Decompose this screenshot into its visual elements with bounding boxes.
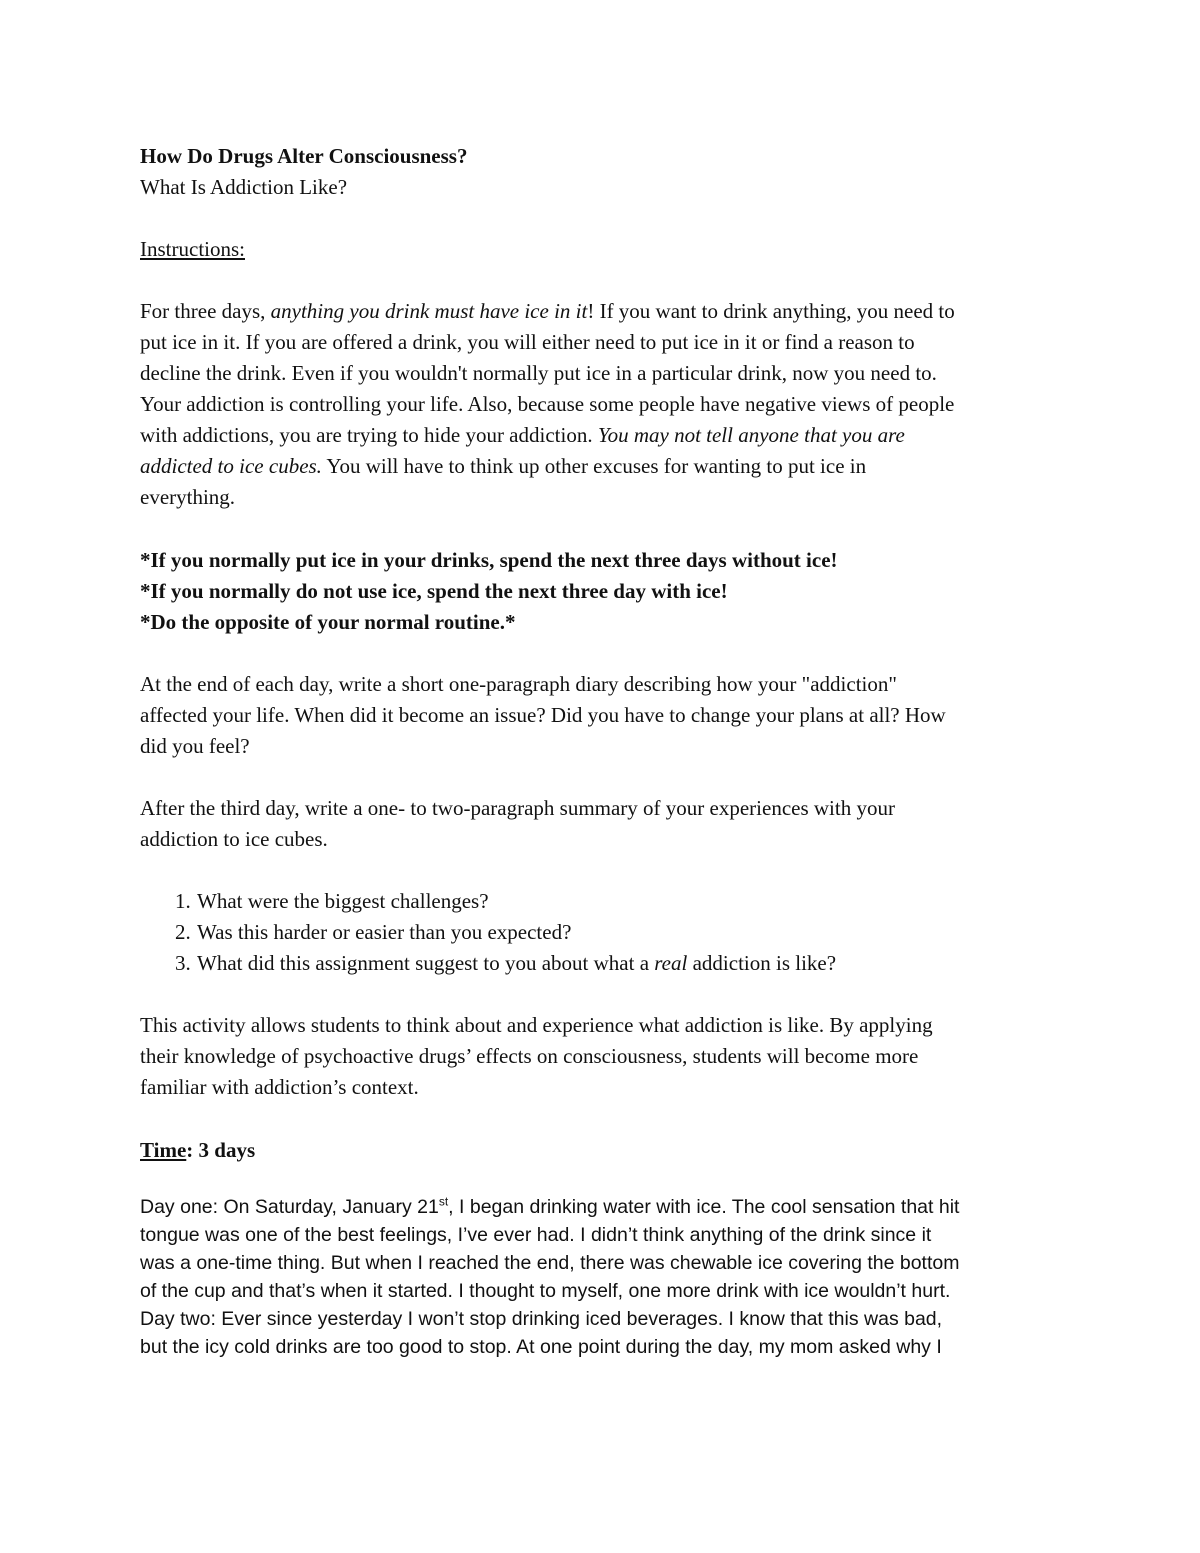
paragraph-line: Day one: On Saturday, January 21st, I began drinking water with ice. The cool sensation that hit [140, 1194, 960, 1218]
instructions-heading-block [140, 234, 1070, 265]
emphasis-text: addicted to ice cubes. [140, 454, 322, 478]
paragraph-line: did you feel? [140, 734, 250, 758]
paragraph-line: their knowledge of psychoactive drugs’ effects on consciousness, students will become more [140, 1044, 919, 1068]
time-line: Time: 3 days [140, 1138, 256, 1162]
diary-entries [140, 1193, 1080, 1361]
rule-line: *If you normally put ice in your drinks, spend the next three days without ice! [140, 548, 838, 572]
emphasis-text: real [654, 951, 688, 975]
instructions-heading: Instructions: [140, 237, 245, 261]
diary-instructions-paragraph [140, 669, 1070, 762]
rule-line: *If you normally do not use ice, spend the next three day with ice! [140, 579, 728, 603]
document-subtitle: What Is Addiction Like? [140, 175, 348, 199]
paragraph-line: familiar with addiction’s context. [140, 1075, 419, 1099]
paragraph-line: After the third day, write a one- to two-paragraph summary of your experiences with your [140, 796, 895, 820]
time-value: 3 days [193, 1138, 256, 1162]
list-item: 1. What were the biggest challenges? [175, 886, 1075, 917]
paragraph-line: This activity allows students to think about and experience what addiction is like. By applying [140, 1013, 933, 1037]
paragraph-line: affected your life. When did it become an issue? Did you have to change your plans at all? How [140, 703, 946, 727]
list-number: 3. [175, 951, 191, 975]
paragraph-line: addicted to ice cubes. You will have to think up other excuses for wanting to put ice in [140, 454, 867, 478]
instructions-paragraph [140, 296, 1070, 513]
paragraph-line: Day two: Ever since yesterday I won’t stop drinking iced beverages. I know that this was bad, [140, 1308, 943, 1330]
paragraph-line: of the cup and that’s when it started. I thought to myself, one more drink with ice wouldn’t hurt. [140, 1280, 951, 1302]
list-number: 2. [175, 920, 191, 944]
paragraph-line: Your addiction is controlling your life. Also, because some people have negative views of people [140, 392, 955, 416]
paragraph-line: was a one-time thing. But when I reached the end, there was chewable ice covering the bottom [140, 1252, 960, 1274]
emphasis-text: You may not tell anyone that you are [597, 423, 905, 447]
paragraph-line: everything. [140, 485, 236, 509]
list-item: 2. Was this harder or easier than you expected? [175, 917, 1075, 948]
questions-list [175, 886, 1075, 979]
activity-description-paragraph [140, 1010, 1070, 1103]
paragraph-line: addiction to ice cubes. [140, 827, 328, 851]
emphasis-text: anything you drink must have ice in it [270, 299, 588, 323]
rule-line: *Do the opposite of your normal routine.* [140, 610, 516, 634]
paragraph-line: put ice in it. If you are offered a drink, you will either need to put ice in it or find a reason to [140, 330, 915, 354]
paragraph-line: tongue was one of the best feelings, I’ve ever had. I didn’t think anything of the drink since it [140, 1224, 932, 1246]
rules-block [140, 545, 1070, 638]
paragraph-line: At the end of each day, write a short one-paragraph diary describing how your "addiction" [140, 672, 897, 696]
paragraph-line: For three days, anything you drink must have ice in it! If you want to drink anything, you need to [140, 299, 955, 323]
list-number: 1. [175, 889, 191, 913]
paragraph-line: but the icy cold drinks are too good to stop. At one point during the day, my mom asked why I [140, 1336, 942, 1358]
paragraph-line: decline the drink. Even if you wouldn't normally put ice in a particular drink, now you need to. [140, 361, 937, 385]
document-title: How Do Drugs Alter Consciousness? [140, 144, 468, 168]
list-item: 3. What did this assignment suggest to you about what a real addiction is like? [175, 948, 1075, 979]
document-header [140, 141, 1070, 203]
summary-instructions-paragraph [140, 793, 1070, 855]
time-label: Time [140, 1138, 187, 1162]
paragraph-line: with addictions, you are trying to hide your addiction. You may not tell anyone that you are [140, 423, 905, 447]
ordinal-suffix: st [438, 1194, 449, 1209]
